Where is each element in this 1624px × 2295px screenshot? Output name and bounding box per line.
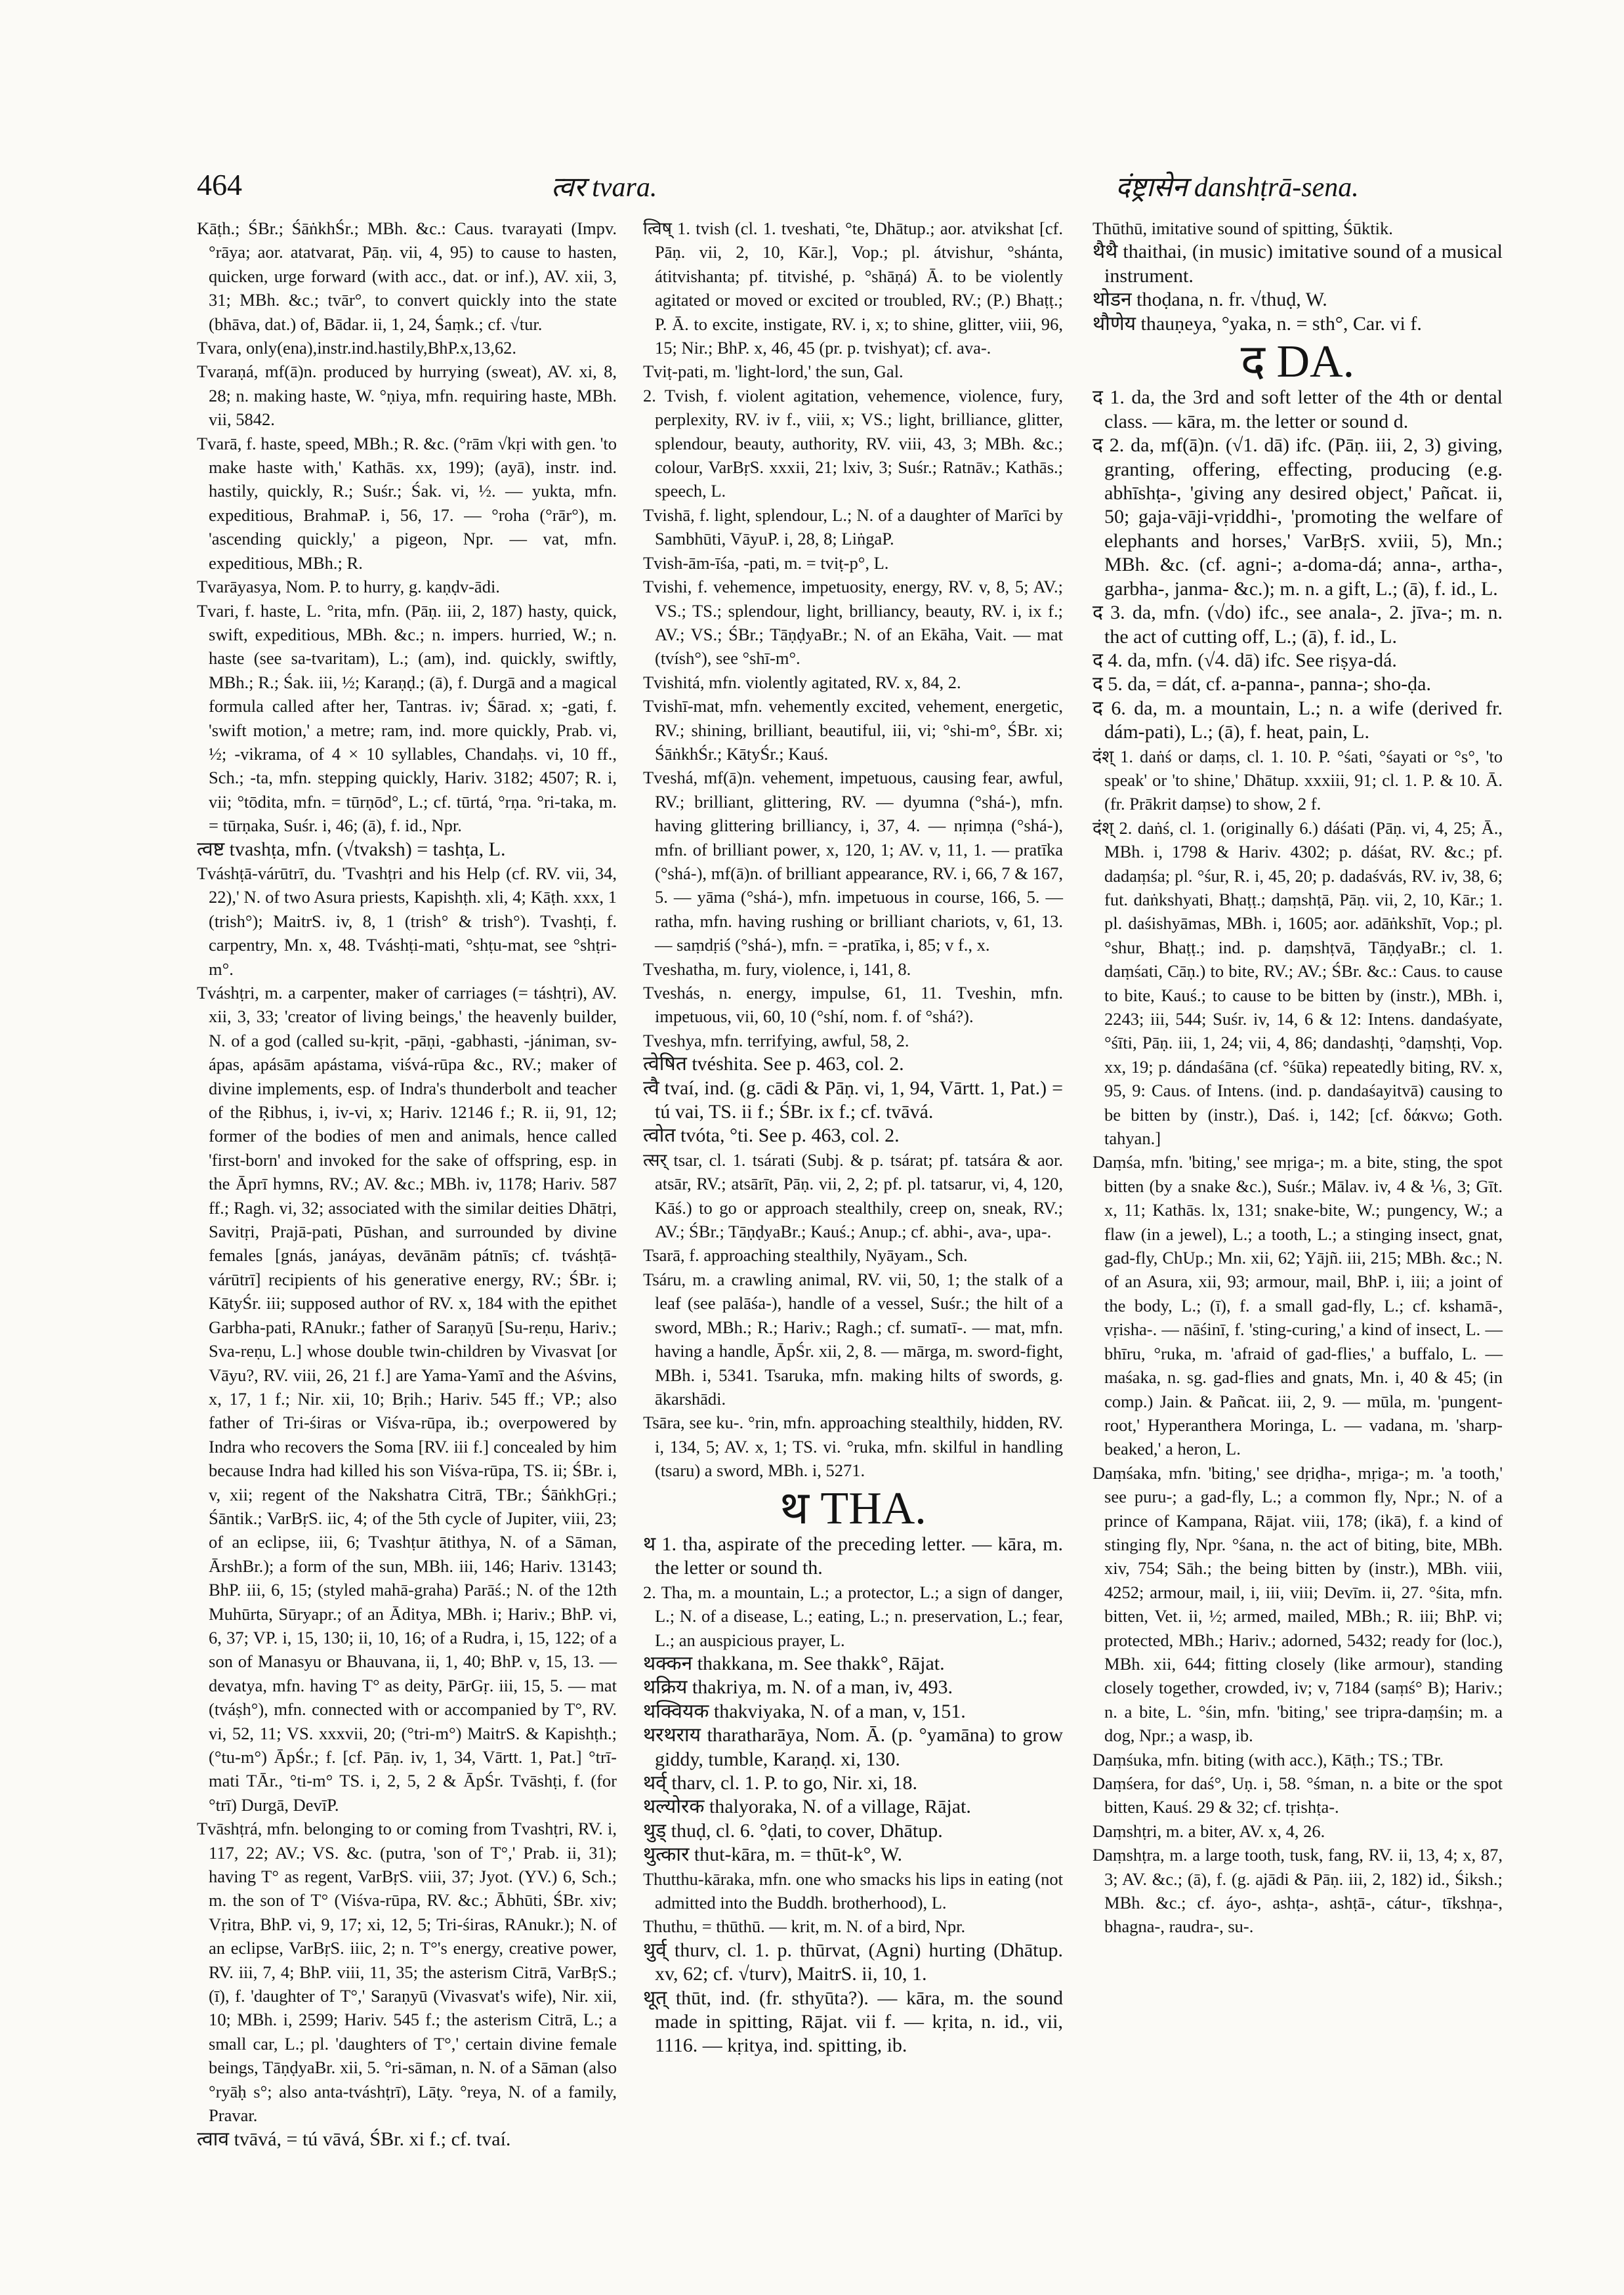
dictionary-entry: Daṃśa, mfn. 'biting,' see mṛiga-; m. a bite, sting, the spot bitten (by a snake &c.), Suśr.; Mālav. iv, 4 & ⅙, 3; Gīt. x, 11; Kathās. lx, 131; snake-bite, W.; pungency, W.; a flaw (in a jewel), L.; a tooth, L.; a stinging insect, gnat, gad-fly, ChUp.; Mn. xii, 62; Yājñ. iii, 215; MBh. &c.; N. of an Asura, xii, 93; armour, mail, BhP. i, iii; a joint of the body, L.; (ī), f. a small gad-fly, L.; cf. kshamā-, vṛisha-. — nāśinī, f. 'sting-curing,' a kind of insect, L. — bhīru, °ruka, m. 'afraid of gad-flies,' a buffalo, L. — maśaka, n. sg. gad-flies and gnats, Mn. i, 40 & 45; (in comp.) Jain. & Pañcat. iii, 2, 9. — mūla, m. 'pungent-root,' Hyperanthera Moringa, L. — vadana, m. 'sharp-beaked,' a heron, L. (1093, 1152, 1503, 1459)
dictionary-entry: Daṃśaka, mfn. 'biting,' see dṛiḍha-, mṛiga-; m. 'a tooth,' see puru-; a gad-fly, L.; a common fly, Npr.; N. of a prince of Kampana, Rājat. viii, 178; (ikā), f. a kind of stinging fly, Npr. °śana, n. the act of biting, bite, MBh. xiv, 754; Sāh.; the being bitten by (instr.), MBh. viii, 4252; armour, mail, i, iii, viii; Devīm. ii, 27. °śita, mfn. bitten, Vet. ii, ½; armed, mailed, MBh.; R. iii; BhP. vi; protected, MBh.; Hariv.; adorned, 5432; ready for (loc.), MBh. xii, 644; fitting closely (like armour), standing closely together, crowded, iv; v, 7184 (saṃś° B); Hariv.; n. a bite, L. °śin, mfn. 'biting,' see tripra-daṃśin; m. a dog, Npr.; a wasp, ib. (1093, 1462, 1503, 1746)
dictionary-entry: Tvāshṭrá, mfn. belonging to or coming from Tvashṭri, RV. i, 117, 22; AV.; VS. &c. (putra, 'son of T°,' Prab. ii, 31); having T° as regent, VarBṛS. viii, 37; Jyot. (YV.) 6, Sch.; m. the son of T° (Viśva-rūpa, RV. &c.; Ābhūti, ŚBr. xiv; Vṛitra, BhP. vi, 9, 17; xi, 12, 5; Tri-śiras, RAnukr.); N. of an eclipse, VarBṛS. iiic, 2; n. T°'s energy, creative power, RV. iii, 7, 4; BhP. viii, 11, 35; the asterism Citrā, VarBṛS.; (ī), f. 'daughter of T°,' Saraṇyū (Vivasvat's wife), Nir. xii, 10; MBh. i, 2599; Hariv. 545 f.; the asterism Citrā, L.; a small car, L.; pl. 'daughters of T°,' certain divine female beings, TāṇḍyaBr. xii, 5. °ri-sāman, n. N. of a Sāman (also °ryāḥ s°; also anta-tváshṭrī), Lāṭy. °reya, N. of a family, Pravar. (197, 1819, 617, 2126)
dictionary-entry: थोडन thoḍana, n. fr. √thuḍ, W. (1093, 289, 1327, 311)
dictionary-entry: Kāṭh.; ŚBr.; ŚāṅkhŚr.; MBh. &c.: Caus. tvarayati (Impv. °rāya; aor. atatvarat, Pāṇ. vii, 4, 95) to cause to hasten, quicken, urge forward (with acc., dat. or inf.), AV. xii, 3, 31; MBh. &c.; tvār°, to convert quickly into the state (bhāva, dat.) of, Bādar. ii, 1, 24, Śaṃk.; cf. √tur. (197, 218, 617, 334)
column-2 (643, 217, 1063, 2058)
dictionary-entry: Tvishā, f. light, splendour, L.; N. of a daughter of Marīci by Sambhūti, VāyuP. i, 28, 8; LiṅgaP. (643, 505, 1063, 549)
dictionary-entry: Tveshya, mfn. terrifying, awful, 58, 2. (643, 1030, 909, 1050)
dictionary-entry: द 5. da, = dát, cf. a-panna-, panna-; sho-ḍa. (1093, 673, 1431, 695)
dictionary-entry: त्वै tvaí, ind. (g. cādi & Pāṇ. vi, 1, 94, Vārtt. 1, Pat.) = tú vai, TS. ii f.; ŚBr. ix f.; cf. tvāvá. (643, 1077, 1063, 1123)
dictionary-entry: थ 1. tha, aspirate of the preceding letter. — kāra, m. the letter or sound th. (643, 1533, 1063, 1579)
dictionary-entry: त्वाव tvāvá, = tú vāvá, ŚBr. xi f.; cf. tvaí. (197, 2128, 511, 2150)
dictionary-entry: Daṃshṭri, m. a biter, AV. x, 4, 26. (1093, 1821, 1325, 1841)
dictionary-entry: थल्योरक thalyoraka, N. of a village, Rājat. (643, 1796, 971, 1818)
dictionary-entry: Daṃśuka, mfn. biting (with acc.), Kāṭh.; TS.; TBr. (1093, 1749, 1444, 1769)
dictionary-entry: त्वोत tvóta, °ti. See p. 463, col. 2. (643, 1125, 900, 1147)
dictionary-entry: द 2. da, mf(ā)n. (√1. dā) ifc. (Pāṇ. iii, 2, 3) giving, granting, offering, effecting, producing (e.g. abhīshṭa-, 'giving any desired object,' Pañcat. ii, 50; gaja-vāji-vṛiddhi-, 'promoting the welfare of elephants and horses,' VarBṛS. xviii, 5), Mn.; MBh. &c. (cf. agni-; a-doma-dá; anna-, artha-, garbha-, janma- &c.); m. n. a gift, L.; (ā), f. id., L. (1093, 434, 1503, 600)
dictionary-entry: 2. Tha, m. a mountain, L.; a protector, L.; a sign of danger, L.; N. of a disease, L.; eating, L.; n. preservation, L.; fear, L.; an auspicious prayer, L. (643, 1582, 1063, 1650)
section-heading-da: द DA. (1240, 337, 1355, 388)
dictionary-entry: Daṃśera, for daś°, Uṇ. i, 58. °śman, n. a bite or the spot bitten, Kauś. 29 & 32; cf. tṛishṭa-. (1093, 1773, 1503, 1817)
dictionary-entry: दंश् 2. daṅś, cl. 1. (originally 6.) dáśati (Pāṇ. vi, 4, 25; Ā., MBh. i, 1798 & Hariv. 4302; p. dáśat, RV. &c.; pf. dadaṃśa; pl. °śur, R. i, 45, 20; p. dadaśvás, RV. iv, 38, 6; fut. daṅkshyati, Bhaṭṭ.; daṃshṭā, Pāṇ. vii, 2, 10, Kār.; 1. pl. daśishyāmas, MBh. i, 1605; aor. adāṅkshīt, Vop.; pl. °shur, Bhaṭṭ.; ind. p. daṃshṭvā, TāṇḍyaBr.; cl. 1. daṃśati, Cāṇ.) to bite, RV.; AV.; ŚBr. &c.: Caus. to cause to bite, Kauś.; to cause to be bitten by (instr.), MBh. i, 2243; iii, 544; Suśr. iv, 14, 6 & 12: Intens. dandaśyate, °śīti, Pāṇ. iii, 1, 24; vii, 4, 86; dandashṭi, °daṃshṭi, Vop. xx, 19; p. dándaśāna (cf. °śūka) repeatedly biting, RV. x, 95, 9: Caus. of Intens. (ind. p. dandaśayitvā) causing to be bitten by (instr.), Daś. i, 142; [cf. δάκνω; Goth. tahyan.] (1093, 817, 1503, 1149)
dictionary-entry: Tvishī-mat, mfn. vehemently excited, vehement, energetic, RV.; shining, brilliant, beautiful, iii, vi; °shi-m°, ŚBr. xi; ŚāṅkhŚr.; KātyŚr.; Kauś. (643, 696, 1063, 764)
dictionary-entry: त्विष् 1. tvish (cl. 1. tveshati, °te, Dhātup.; aor. atvikshat [cf. Pāṇ. vii, 2, 10, Kār.], Vop.; pl. átvishur, °shánta, átitvishanta; pf. titvishé, p. °shāṇá) Ā. to be violently agitated or moved or excited or troubled, RV.; (P.) Bhaṭṭ.; P. Ā. to excite, instigate, RV. i, x; to shine, glitter, viii, 96, 15; Nir.; BhP. x, 46, 45 (pr. p. tvishyat); cf. ava-. (643, 218, 1063, 358)
section-heading-tha: थ THA. (780, 1483, 927, 1534)
left-running-head: त्वर tvara. (551, 173, 657, 203)
dictionary-entry: Tváshṭri, m. a carpenter, maker of carriages (= táshṭri), AV. xii, 3, 33; 'creator of living beings,' the heavenly builder, N. of a god (called su-kṛit, -pāṇi, -gabhasti, -jániman, sv-ápas, apásām apástama, viśvá-rūpa &c., RV.; maker of divine implements, esp. of Indra's thunderbolt and teacher of the Ṛibhus, i, iv-vi, x; Hariv. 12146 f.; R. ii, 91, 12; former of the bodies of men and animals, hence called 'first-born' and invoked for the sake of offspring, esp. in the Āprī hymns, RV.; AV. &c.; MBh. iv, 1178; Hariv. 587 ff.; Ragh. vi, 32; associated with the similar deities Dhātṛi, Savitṛi, Prajā-pati, Pūshan, and surrounded by divine females [gnás, janáyas, devānām pátnīs; cf. tváshṭā-várūtrī] recipients of his generative energy, RV.; ŚBr. i; KātyŚr. iii; supposed author of RV. x, 184 with the epithet Garbha-pati, RAnukr.; father of Saraṇyū [Su-reṇu, Hariv.; Sva-reṇu, L.] whose double twin-children by Vivasvat [or Vāyu?, RV. viii, 26, 21 f.] are Yama-Yamī and the Aśvins, x, 17, 1 f.; Nir. xii, 10; Bṛih.; Hariv. 545 ff.; VP.; also father of Tri-śiras or Viśva-rūpa, ib.; overpowered by Indra who recovers the Soma [RV. iii f.] concealed by him because Indra had killed his son Viśva-rūpa, TS. ii; ŚBr. i, v, xii; regent of the Nakshatra Citrā, TBr.; ŚāṅkhGṛi.; Śāntik.; VarBṛS. iic, 4; of the 5th cycle of Jupiter, viii, 23; of an eclipse, iii, 6; Tvashṭur ātithya, N. of a Sāman, ĀrshBr.); a form of the sun, MBh. iii, 146; Hariv. 13143; BhP. iii, 6, 15; (styled mahā-graha) Parāś.; N. of the 12th Muhūrta, Sūryapr.; of an Āditya, MBh. i; Hariv.; BhP. vi, 6, 37; VP. i, 15, 130; ii, 10, 16; of a Rudra, i, 15, 122; of a son of Manasyu or Bhauvana, ii, 1, 40; BhP. v, 15, 13. — devatya, mfn. having T° as deity, PārGṛ. iii, 15, 5. — mat (tváṣh°), mfn. connected with or accompanied by T°, RV. vi, 52, 11; VS. xxxvii, 20; (°tri-m°) MaitrS. & Kapishṭh.; (°tu-m°) ĀpŚr.; f. [cf. Pāṇ. iv, 1, 34, Vārtt. 1, Pat.] °trī-mati TĀr., °ti-m° TS. i, 2, 5, 2 & ĀpŚr. Tvāshṭi, f. (for °trī) Durgā, DevīP. (197, 983, 617, 1815)
dictionary-entry: दंश् 1. daṅś or daṃs, cl. 1. 10. P. °śati, °śayati or °s°, 'to speak' or 'to shine,' Dhātup. xxxiii, 91; cl. 1. P. & 10. Ā. (fr. Prākrit daṃse) to show, 2 f. (1093, 746, 1503, 814)
dictionary-entry: 2. Tvish, f. violent agitation, vehemence, violence, fury, perplexity, RV. iv f., viii, x; VS.; light, brilliance, glitter, splendour, beauty, authority, RV. viii, 43, 3; MBh. &c.; colour, VarBṛS. xxxii, 21; lxiv, 3; Suśr.; Ratnāv.; Kathās.; speech, L. (643, 385, 1063, 501)
dictionary-entry: Tsarā, f. approaching stealthily, Nyāyam., Sch. (643, 1245, 968, 1266)
dictionary-entry: थूत् thūt, ind. (fr. sthyūta?). — kāra, m. the sound made in spitting, Rājat. vii f. — kṛita, n. id., vii, 1116. — kṛitya, ind. spitting, ib. (643, 1987, 1063, 2057)
dictionary-entry: त्वष्ट tvashṭa, mfn. (√tvaksh) = tashṭa, L. (197, 838, 506, 860)
dictionary-entry: थुर्व् thurv, cl. 1. p. thūrvat, (Agni) hurting (Dhātup. xv, 62; cf. √turv), MaitrS. ii, 10, 1. (643, 1939, 1063, 1985)
dictionary-entry: थरथराय tharatharāya, Nom. Ā. (p. °yamāna) to grow giddy, tumble, Karaṇḍ. xi, 130. (643, 1724, 1063, 1770)
dictionary-entry: Tvara, only(ena),instr.ind.hastily,BhP.x,13,62. (197, 338, 517, 358)
dictionary-entry: Tvish-ām-īśa, -pati, m. = tviṭ-p°, L. (643, 552, 889, 573)
dictionary-entry: Tvarā, f. haste, speed, MBh.; R. &c. (°rām √kṛi with gen. 'to make haste with,' Kathās. xx, 199); (ayā), instr. ind. hastily, quickly, R.; Suśr.; Śak. vi, ½. — yukta, mfn. expeditious, BrahmaP. i, 56, 17. — °roha (°rār°), m. 'ascending quickly,' a pigeon, Npr. — vat, mfn. expeditious, MBh.; R. (197, 433, 617, 573)
dictionary-entry: Tsáru, m. a crawling animal, RV. vii, 50, 1; the stalk of a leaf (see palāśa-), handle of a vessel, Suśr.; the hilt of a sword, MBh.; R.; Hariv.; Ragh.; cf. sumatī-. — mat, mfn. having a handle, ĀpŚr. xii, 2, 8. — mārga, m. sword-fight, MBh. i, 5341. Tsaruka, mfn. making hilts of swords, g. ākarshādi. (643, 1269, 1063, 1409)
dictionary-entry: Tveshatha, m. fury, violence, i, 141, 8. (643, 959, 911, 979)
dictionary-entry: Tviṭ-pati, m. 'light-lord,' the sun, Gal. (643, 362, 904, 382)
right-running-head: दंष्ट्रासेन danshṭrā-sena. (1115, 173, 1359, 203)
dictionary-entry: Tvaraṇá, mf(ā)n. produced by hurrying (sweat), AV. xi, 8, 28; n. making haste, W. °ṇiya, mfn. requiring haste, MBh. vii, 5842. (197, 362, 617, 430)
dictionary-entry: थक्कन thakkana, m. See thakk°, Rājat. (643, 1652, 945, 1674)
dictionary-entry: Tvari, f. haste, L. °rita, mfn. (Pāṇ. iii, 2, 187) hasty, quick, swift, expeditious, MBh. &c.; n. impers. hurried, W.; n. haste (see sa-tvaritam), L.; (am), ind. quickly, swiftly, MBh.; R.; Śak. iii, ½; Karaṇḍ.; (ā), f. Durgā and a magical formula called after her, Tantras. iv; Śārad. x; -gati, f. 'swift motion,' a metre; ram, ind. more quickly, Prab. vi, ½; -vikrama, of 4 × 10 syllables, Chandaḥs. vi, 10 ff., Sch.; -ta, mfn. stepping quickly, Hariv. 3182; 4507; R. i, vii; °tōdita, mfn. = tūrṇōd°, L.; cf. tūrtá, °rṇa. °ri-taka, m. = tūrṇaka, Suśr. i, 46; (ā), f. id., Npr. (197, 600, 617, 836)
dictionary-entry: थौणेय thauṇeya, °yaka, n. = sth°, Car. vi f. (1093, 312, 1422, 335)
dictionary-entry: Tvarāyasya, Nom. P. to hurry, g. kaṇḍv-ādi. (197, 577, 500, 597)
dictionary-entry: द 3. da, mfn. (√do) ifc., see anala-, 2. jīva-; m. n. the act of cutting off, L.; (ā), f. id., L. (1093, 602, 1503, 648)
dictionary-entry: Thuthu, = thūthū. — krit, m. N. of a bird, Npr. (643, 1916, 966, 1937)
dictionary-entry: थैथै thaithai, (in music) imitative sound of a musical instrument. (1093, 241, 1503, 287)
dictionary-entry: थक्रिय thakriya, m. N. of a man, iv, 493. (643, 1676, 953, 1699)
dictionary-entry: द 4. da, mfn. (√4. dā) ifc. See riṣya-dá. (1093, 649, 1397, 671)
dictionary-entry: थर्व् tharv, cl. 1. P. to go, Nir. xi, 18. (643, 1772, 918, 1794)
dictionary-entry: Thutthu-kāraka, mfn. one who smacks his lips in eating (not admitted into the Buddh. brotherhood), L. (643, 1869, 1063, 1913)
page-header (197, 167, 1503, 207)
dictionary-entry: थुड् thuḍ, cl. 6. °ḍati, to cover, Dhātup. (643, 1819, 943, 1842)
dictionary-entry: थुत्कार thut-kāra, m. = thūt-k°, W. (643, 1844, 903, 1866)
page-number: 464 (197, 168, 242, 201)
column-1 (197, 217, 617, 2151)
dictionary-entry: Tsāra, see ku-. °rin, mfn. approaching stealthily, hidden, RV. i, 134, 5; AV. x, 1; TS. vi. °ruka, mfn. skilful in handling (tsaru) a sword, MBh. i, 5271. (643, 1413, 1063, 1481)
dictionary-entry: Tveshá, mf(ā)n. vehement, impetuous, causing fear, awful, RV.; brilliant, glittering, RV. — dyumna (°shá-), mfn. having glittering brilliancy, i, 37, 4. — nṛimṇa (°shá-), mfn. of brilliant power, x, 120, 1; AV. v, 11, 1. — pratīka (°shá-), mf(ā)n. of brilliant appearance, RV. i, 66, 7 & 167, 5. — yāma (°shá-), mfn. impetuous in course, 166, 5. — ratha, mfn. having rushing or brilliant chariots, v, 61, 13. — saṃdṛiś (°shá-), mfn. = -pratīka, i, 85; v f., x. (643, 768, 1063, 955)
dictionary-entry: द 6. da, m. a mountain, L.; n. a wife (derived fr. dám-pati), L.; (ā), f. heat, pain, L. (1093, 697, 1503, 743)
dictionary-entry: Tváshṭā-várūtrī, du. 'Tvashṭri and his Help (cf. RV. vii, 34, 22),' N. of two Asura priests, Kapishṭh. xli, 4; Kāṭh. xxx, 1 (trish°); MaitrS. iv, 8, 1 (trish° & trish°). Tvashṭi, f. carpentry, Mn. x, 48. Tváshṭi-mati, °shṭu-mat, see °shṭri-m°. (197, 863, 617, 979)
dictionary-entry: Tvishitá, mfn. violently agitated, RV. x, 84, 2. (643, 672, 961, 692)
dictionary-entry: Daṃshṭra, m. a large tooth, tusk, fang, RV. ii, 13, 4; x, 87, 3; AV. &c.; (ā), f. (g. ajādi & Pāṇ. iii, 2, 182) id., Śiksh.; MBh. &c.; cf. áyo-, ashṭa-, ashṭā-, cátur-, tīkshṇa-, bhagna-, raudra-, su-. (1093, 1845, 1503, 1937)
dictionary-entry: Tveshás, n. energy, impulse, 61, 11. Tveshin, mfn. impetuous, vii, 60, 10 (°shí, nom. f. of °shá?). (643, 983, 1063, 1027)
dictionary-entry: Thūthū, imitative sound of spitting, Śūktik. (1093, 218, 1393, 238)
dictionary-entry: Tvishi, f. vehemence, impetuosity, energy, RV. v, 8, 5; AV.; VS.; TS.; splendour, light, brilliancy, beauty, RV. i, ix f.; AV.; VS.; ŚBr.; TāṇḍyaBr.; N. of an Ekāha, Vait. — mat (tvísh°), see °shī-m°. (643, 577, 1063, 669)
dictionary-entry: त्वेषित tvéshita. See p. 463, col. 2. (643, 1053, 904, 1075)
dictionary-entry: द 1. da, the 3rd and soft letter of the 4th or dental class. — kāra, m. the letter or sound d. (1093, 386, 1503, 432)
dictionary-entry: थक्वियक thakviyaka, N. of a man, v, 151. (643, 1700, 966, 1722)
dictionary-entry: त्सर् tsar, cl. 1. tsárati (Subj. & p. tsárat; pf. tatsára & aor. atsār, RV.; atsārīt, Pāṇ. vii, 2, 2; pf. pl. tatsarur, vi, 4, 120, Kāś.) to go or approach stealthily, creep on, sneak, RV.; AV.; ŚBr.; TāṇḍyaBr.; Kauś.; Anup.; cf. abhi-, ava-, upa-. (643, 1149, 1063, 1242)
column-3 (1093, 217, 1503, 1939)
